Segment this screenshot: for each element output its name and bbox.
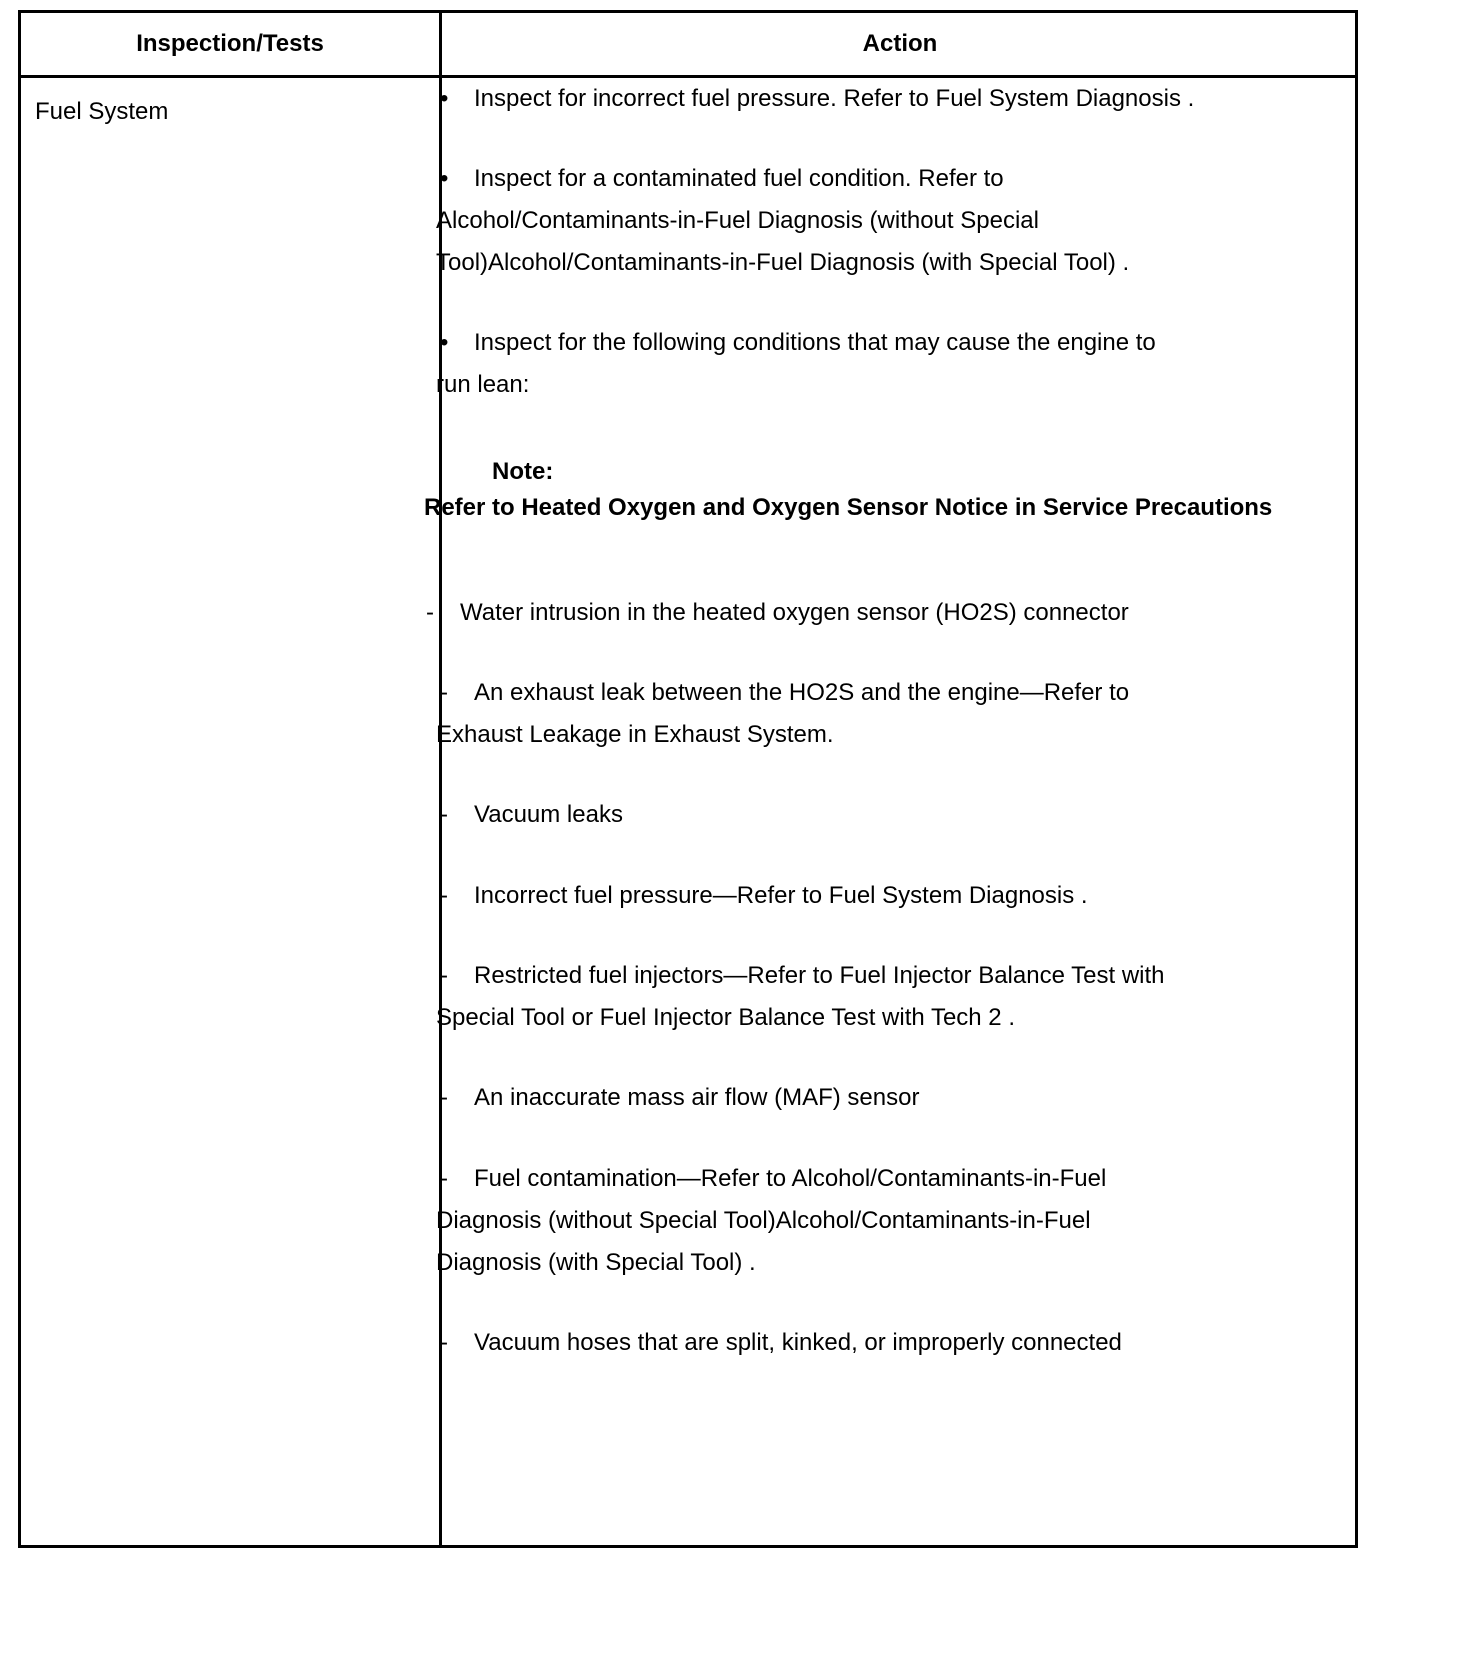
condition-line: Diagnosis (without Special Tool)Alcohol/Contaminants-in-Fuel: [436, 1207, 1091, 1234]
action-line: Inspect for incorrect fuel pressure. Refer to Fuel System Diagnosis .: [474, 85, 1195, 112]
note-body: Refer to Heated Oxygen and Oxygen Sensor Notice in Service Precautions: [424, 494, 1273, 521]
condition-line: Restricted fuel injectors—Refer to Fuel Injector Balance Test with: [474, 962, 1165, 989]
condition-line: Vacuum leaks: [474, 801, 623, 828]
condition-line: Special Tool or Fuel Injector Balance Test with Tech 2 .: [436, 1004, 1015, 1031]
condition-line: Fuel contamination—Refer to Alcohol/Contaminants-in-Fuel: [474, 1165, 1107, 1192]
dash-icon: -: [440, 801, 448, 828]
action-line: Alcohol/Contaminants-in-Fuel Diagnosis (without Special: [436, 207, 1039, 234]
dash-icon: -: [440, 1084, 448, 1111]
condition-line: An inaccurate mass air flow (MAF) sensor: [474, 1084, 920, 1111]
condition-line: Diagnosis (with Special Tool) .: [436, 1249, 756, 1276]
dash-icon: -: [426, 599, 434, 626]
condition-item: [436, 672, 1129, 714]
action-line: Inspect for the following conditions that may cause the engine to: [474, 329, 1156, 356]
condition-item: [422, 592, 1129, 634]
row-label-fuel-system: Fuel System: [35, 98, 169, 125]
header-action: Action: [862, 30, 938, 57]
condition-item: [436, 1158, 1106, 1200]
bullet-icon: •: [440, 329, 449, 356]
condition-item: [436, 1077, 919, 1119]
condition-line: Water intrusion in the heated oxygen sensor (HO2S) connector: [460, 599, 1129, 626]
bullet-icon: •: [440, 85, 449, 112]
condition-item: [436, 1322, 1122, 1364]
dash-icon: -: [440, 1165, 448, 1192]
condition-line: Incorrect fuel pressure—Refer to Fuel System Diagnosis .: [474, 882, 1088, 909]
condition-line: Vacuum hoses that are split, kinked, or improperly connected: [474, 1329, 1122, 1356]
action-line: Inspect for a contaminated fuel condition. Refer to: [474, 165, 1004, 192]
dash-icon: -: [440, 882, 448, 909]
header-inspection-tests: Inspection/Tests: [136, 30, 324, 57]
condition-item: [436, 875, 1088, 917]
condition-item: [436, 794, 623, 836]
action-item: [436, 78, 1194, 120]
dash-icon: -: [440, 1329, 448, 1356]
action-line: run lean:: [436, 371, 530, 398]
dash-icon: -: [440, 962, 448, 989]
bullet-icon: •: [440, 165, 449, 192]
action-line: Tool)Alcohol/Contaminants-in-Fuel Diagnosis (with Special Tool) .: [436, 249, 1130, 276]
action-item: [436, 158, 1004, 200]
action-item: [436, 322, 1156, 364]
condition-line: An exhaust leak between the HO2S and the engine—Refer to: [474, 679, 1130, 706]
note-title: Note:: [492, 458, 554, 485]
condition-item: [436, 955, 1165, 997]
condition-line: Exhaust Leakage in Exhaust System.: [436, 721, 834, 748]
dash-icon: -: [440, 679, 448, 706]
